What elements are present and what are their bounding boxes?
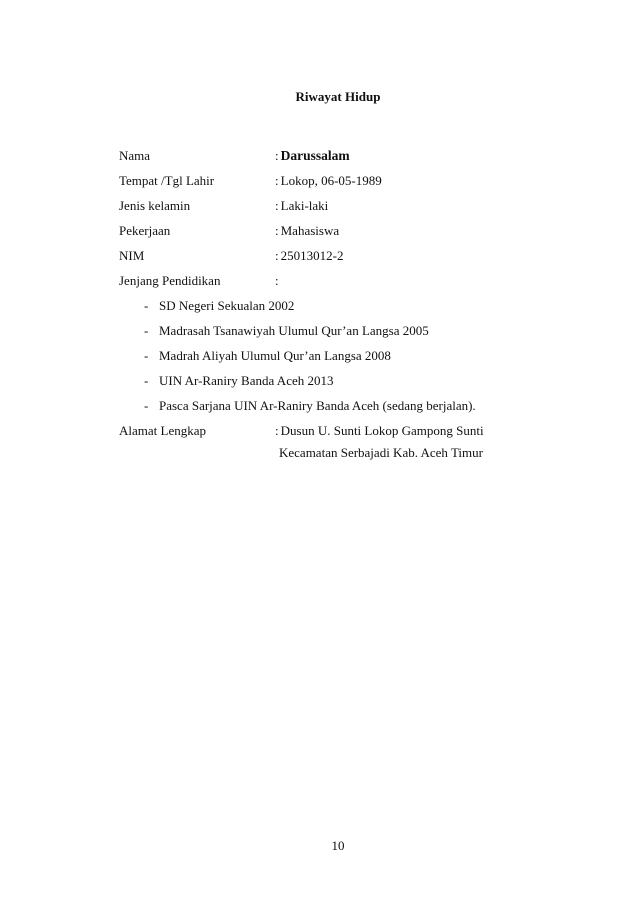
field-label: Pekerjaan (119, 223, 171, 238)
field-colon: : (275, 198, 279, 213)
education-text: Madrasah Tsanawiyah Ulumul Qur’an Langsa 2005 (159, 323, 429, 338)
field-colon: : (275, 248, 279, 263)
field-colon: : (275, 173, 279, 188)
field-colon: : (275, 423, 279, 438)
education-text: Pasca Sarjana UIN Ar-Raniry Banda Aceh (sedang berjalan). (159, 398, 476, 413)
list-dash: - (144, 398, 149, 413)
field-value (275, 222, 339, 240)
field-label: Jenjang Pendidikan (119, 273, 221, 288)
field-label: Nama (119, 148, 151, 163)
field-value (275, 247, 343, 265)
list-dash: - (144, 348, 149, 363)
birth-value: Lokop, 06-05-1989 (280, 173, 382, 188)
field-value (275, 197, 328, 215)
field-colon: : (275, 223, 279, 238)
address-line-1: Dusun U. Sunti Lokop Gampong Sunti (280, 423, 484, 438)
education-text: SD Negeri Sekualan 2002 (159, 298, 295, 313)
field-value (275, 147, 350, 165)
page-title: Riwayat Hidup (295, 89, 381, 104)
field-label: Tempat /Tgl Lahir (119, 173, 215, 188)
field-colon: : (275, 148, 279, 163)
field-label: Jenis kelamin (119, 198, 191, 213)
field-label: Alamat Lengkap (119, 423, 206, 438)
field-value (275, 172, 382, 190)
field-colon: : (275, 273, 279, 288)
education-text: UIN Ar-Raniry Banda Aceh 2013 (159, 373, 334, 388)
occupation-value: Mahasiswa (280, 223, 340, 238)
nim-value: 25013012-2 (280, 248, 344, 263)
page-number: 10 (331, 838, 345, 853)
field-value (275, 422, 484, 440)
list-dash: - (144, 373, 149, 388)
name-value: Darussalam (280, 148, 350, 163)
list-dash: - (144, 323, 149, 338)
list-dash: - (144, 298, 149, 313)
field-value (275, 272, 281, 290)
field-label: NIM (119, 248, 145, 263)
education-text: Madrah Aliyah Ulumul Qur’an Langsa 2008 (159, 348, 391, 363)
gender-value: Laki-laki (280, 198, 329, 213)
address-line-2: Kecamatan Serbajadi Kab. Aceh Timur (279, 445, 483, 460)
